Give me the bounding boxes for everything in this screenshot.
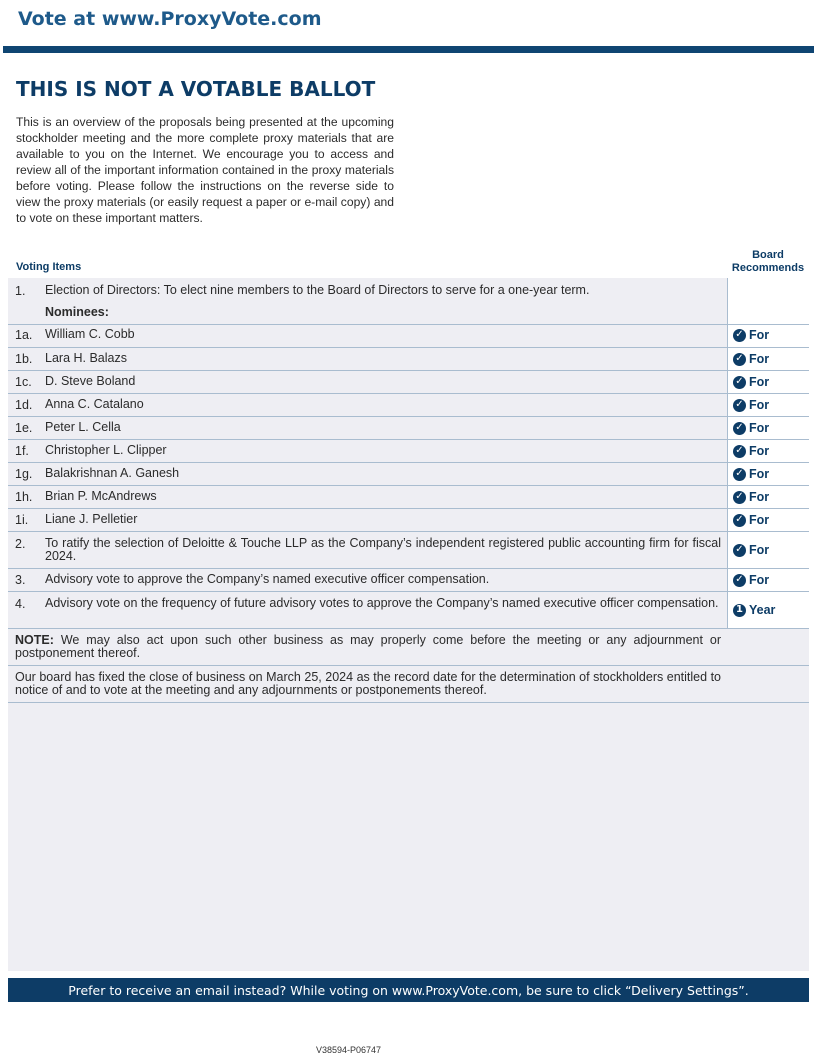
nominee-row — [8, 371, 809, 394]
nominee-row — [8, 440, 809, 463]
recommendation-label: For — [749, 398, 770, 412]
recommendation-mark — [733, 603, 775, 617]
check-circle-icon: ✓ — [733, 376, 746, 389]
check-circle-icon: ✓ — [733, 491, 746, 504]
note-label: NOTE: — [15, 633, 54, 647]
recommendation-label: For — [749, 490, 770, 504]
recommendation-mark — [733, 467, 769, 481]
check-circle-icon: ✓ — [733, 544, 746, 557]
recommendation-cell — [727, 569, 810, 591]
check-circle-icon: ✓ — [733, 514, 746, 527]
check-circle-icon: ✓ — [733, 574, 746, 587]
check-circle-icon: ✓ — [733, 445, 746, 458]
item-text: Anna C. Catalano — [45, 397, 144, 411]
election-row — [8, 278, 809, 325]
item-text: Brian P. McAndrews — [45, 489, 157, 503]
recommendation-label: Year — [749, 603, 776, 617]
recommendation-cell — [727, 325, 810, 347]
recommendation-cell — [727, 486, 810, 508]
item-number: 2. — [15, 537, 26, 551]
note-text-block — [15, 634, 721, 660]
item-text: Election of Directors: To elect nine members to the Board of Directors to serve for a one-year term. — [45, 283, 590, 297]
recommendation-cell — [727, 278, 810, 324]
record-date-text: Our board has fixed the close of business on March 25, 2024 as the record date for the determination of stockholders entitled to notice of and to vote at the meeting and any adjournments or postponements thereof. — [15, 670, 721, 697]
item-text: Advisory vote to approve the Company’s named executive officer compensation. — [45, 572, 490, 586]
proposal-row — [8, 592, 809, 629]
nominee-row — [8, 325, 809, 348]
intro-paragraph: This is an overview of the proposals being presented at the upcoming stockholder meeting and the more complete proxy materials that are available to you on the Internet. We encourage you to access and review all of the important information contained in the proxy materials before voting. Please follow the instructions on the reverse side to view the proxy materials (or easily request a paper or e-mail copy) and to vote on these important matters. — [16, 115, 394, 225]
recommendation-label: For — [749, 328, 770, 342]
record-date-row — [8, 666, 809, 703]
item-number: 1d. — [15, 398, 33, 412]
recommendation-label: For — [749, 543, 770, 557]
item-text: D. Steve Boland — [45, 374, 136, 388]
nominee-row — [8, 394, 809, 417]
nominee-row — [8, 463, 809, 486]
recommendation-cell — [727, 532, 810, 568]
item-text: Advisory vote on the frequency of future advisory votes to approve the Company’s named executive officer compensation. — [45, 596, 719, 610]
nominee-row — [8, 417, 809, 440]
item-number: 1f. — [15, 444, 29, 458]
voting-items-table — [8, 278, 809, 703]
recommendation-mark — [733, 573, 769, 587]
check-circle-icon: ✓ — [733, 353, 746, 366]
recommendation-cell — [727, 394, 810, 416]
check-circle-icon: ✓ — [733, 422, 746, 435]
recommendation-cell — [727, 440, 810, 462]
nominees-label: Nominees: — [45, 305, 109, 319]
recommendation-mark — [733, 513, 769, 527]
recommendation-cell — [727, 348, 810, 370]
item-text: William C. Cobb — [45, 327, 135, 341]
item-text: Christopher L. Clipper — [45, 443, 167, 457]
note-row — [8, 629, 809, 666]
recommendation-cell — [727, 463, 810, 485]
item-text: Balakrishnan A. Ganesh — [45, 466, 180, 480]
item-number: 1c. — [15, 375, 32, 389]
recommendation-cell — [727, 509, 810, 531]
item-number: 1e. — [15, 421, 33, 435]
recommendation-cell — [727, 417, 810, 439]
recommendation-label: For — [749, 467, 770, 481]
item-text: To ratify the selection of Deloitte & Touche LLP as the Company’s independent registered public accounting firm for fiscal 2024. — [45, 536, 721, 563]
item-number: 4. — [15, 597, 26, 611]
recommendation-label: For — [749, 513, 770, 527]
recommendation-label: For — [749, 444, 770, 458]
recommendation-mark — [733, 421, 769, 435]
item-number: 3. — [15, 573, 26, 587]
check-circle-icon: ✓ — [733, 468, 746, 481]
item-number: 1a. — [15, 328, 33, 342]
item-text: Peter L. Cella — [45, 420, 121, 434]
check-circle-icon: ✓ — [733, 329, 746, 342]
item-number: 1. — [15, 284, 26, 298]
vote-site-title: Vote at www.ProxyVote.com — [18, 8, 322, 30]
recommendation-mark — [733, 490, 769, 504]
nominee-row — [8, 486, 809, 509]
document-code: V38594-P06747 — [316, 1045, 382, 1055]
recommendation-mark — [733, 543, 769, 557]
item-number: 1i. — [15, 513, 29, 527]
board-recommends-header: Board Recommends — [731, 249, 805, 274]
recommendation-mark — [733, 444, 769, 458]
item-text: Liane J. Pelletier — [45, 512, 138, 526]
check-circle-icon: ✓ — [733, 399, 746, 412]
item-number: 1h. — [15, 490, 33, 504]
recommendation-cell — [727, 592, 810, 628]
ballot-notice-heading: THIS IS NOT A VOTABLE BALLOT — [16, 77, 376, 101]
recommendation-label: For — [749, 352, 770, 366]
nominee-row — [8, 348, 809, 371]
recommendation-cell — [727, 371, 810, 393]
recommendation-mark — [733, 352, 769, 366]
proposal-row — [8, 532, 809, 569]
voting-items-header: Voting Items — [16, 261, 82, 273]
recommendation-mark — [733, 375, 769, 389]
nominee-row — [8, 509, 809, 532]
delivery-settings-banner: Prefer to receive an email instead? While voting on www.ProxyVote.com, be sure to click “Delivery Settings”. — [8, 978, 809, 1002]
recommendation-label: For — [749, 421, 770, 435]
recommendation-label: For — [749, 375, 770, 389]
note-text: We may also act upon such other business as may properly come before the meeting or any adjournment or postponement thereof. — [15, 633, 721, 660]
recommendation-mark — [733, 398, 769, 412]
item-text: Lara H. Balazs — [45, 351, 127, 365]
item-number: 1g. — [15, 467, 33, 481]
proposal-row — [8, 569, 809, 592]
recommendation-mark — [733, 328, 769, 342]
one-year-badge-icon: 1 — [733, 604, 746, 617]
item-number: 1b. — [15, 352, 33, 366]
header-divider — [3, 46, 814, 53]
recommendation-label: For — [749, 573, 770, 587]
